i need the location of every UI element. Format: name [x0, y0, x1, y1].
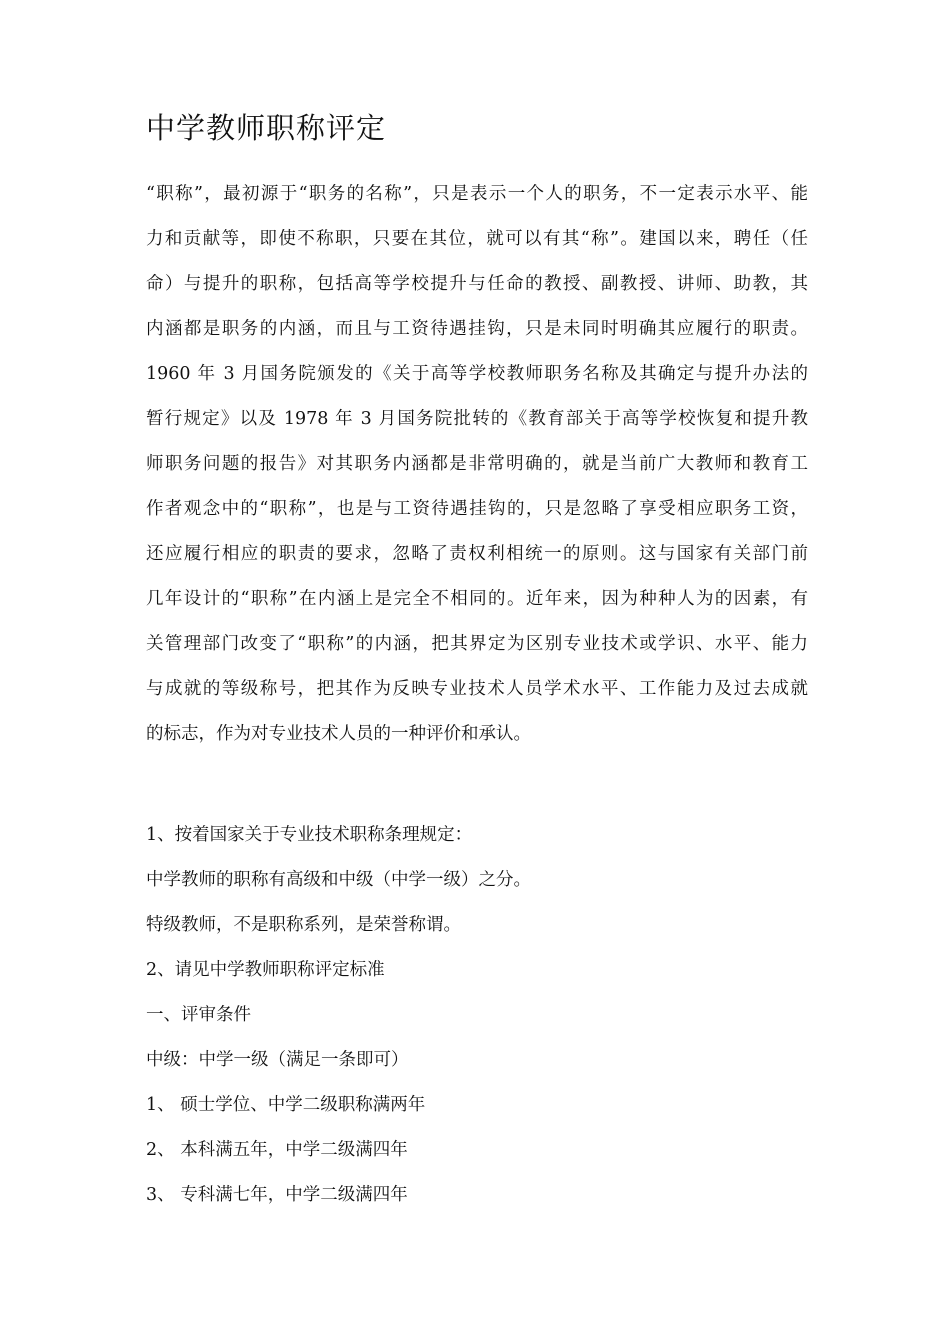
intro-line: “职称”，最初源于“职务的名称”，只是表示一个人的职务，不一定表示水平、能: [146, 184, 808, 204]
intro-line: 内涵都是职务的内涵，而且与工资待遇挂钩，只是未同时明确其应履行的职责。: [146, 319, 808, 339]
intro-line: 力和贡献等，即使不称职，只要在其位，就可以有其“称”。建国以来，聘任（任: [146, 229, 808, 249]
intro-line: 师职务问题的报告》对其职务内涵都是非常明确的，就是当前广大教师和教育工: [146, 454, 808, 474]
section-text-line: 中级：中学一级（满足一条即可）: [146, 1050, 409, 1070]
section-text-line: 中学教师的职称有高级和中级（中学一级）之分。: [146, 870, 531, 890]
criteria-item: 3、 专科满七年，中学二级满四年: [146, 1185, 408, 1205]
section-text-line: 2、请见中学教师职称评定标准: [146, 960, 385, 980]
document-title: 中学教师职称评定: [146, 111, 387, 145]
intro-line: 关管理部门改变了“职称”的内涵，把其界定为区别专业技术或学识、水平、能力: [146, 634, 808, 654]
intro-line: 1960 年 3 月国务院颁发的《关于高等学校教师职务名称及其确定与提升办法的: [146, 364, 808, 384]
section-text-line: 1、按着国家关于专业技术职称条理规定：: [146, 825, 473, 845]
intro-line: 与成就的等级称号，把其作为反映专业技术人员学术水平、工作能力及过去成就: [146, 679, 808, 699]
intro-line: 暂行规定》以及 1978 年 3 月国务院批转的《教育部关于高等学校恢复和提升教: [146, 409, 808, 429]
intro-line: 还应履行相应的职责的要求，忽略了责权利相统一的原则。这与国家有关部门前: [146, 544, 808, 564]
intro-line: 几年设计的“职称”在内涵上是完全不相同的。近年来，因为种种人为的因素，有: [146, 589, 808, 609]
criteria-item: 1、 硕士学位、中学二级职称满两年: [146, 1095, 426, 1115]
criteria-item: 2、 本科满五年，中学二级满四年: [146, 1140, 408, 1160]
intro-line: 命）与提升的职称，包括高等学校提升与任命的教授、副教授、讲师、助教，其: [146, 274, 808, 294]
section-text-line: 特级教师，不是职称系列，是荣誉称谓。: [146, 915, 461, 935]
intro-line: 的标志，作为对专业技术人员的一种评价和承认。: [146, 724, 531, 744]
section-heading: 一、评审条件: [146, 1005, 251, 1025]
intro-line: 作者观念中的“职称”，也是与工资待遇挂钩的，只是忽略了享受相应职务工资，: [146, 499, 808, 519]
